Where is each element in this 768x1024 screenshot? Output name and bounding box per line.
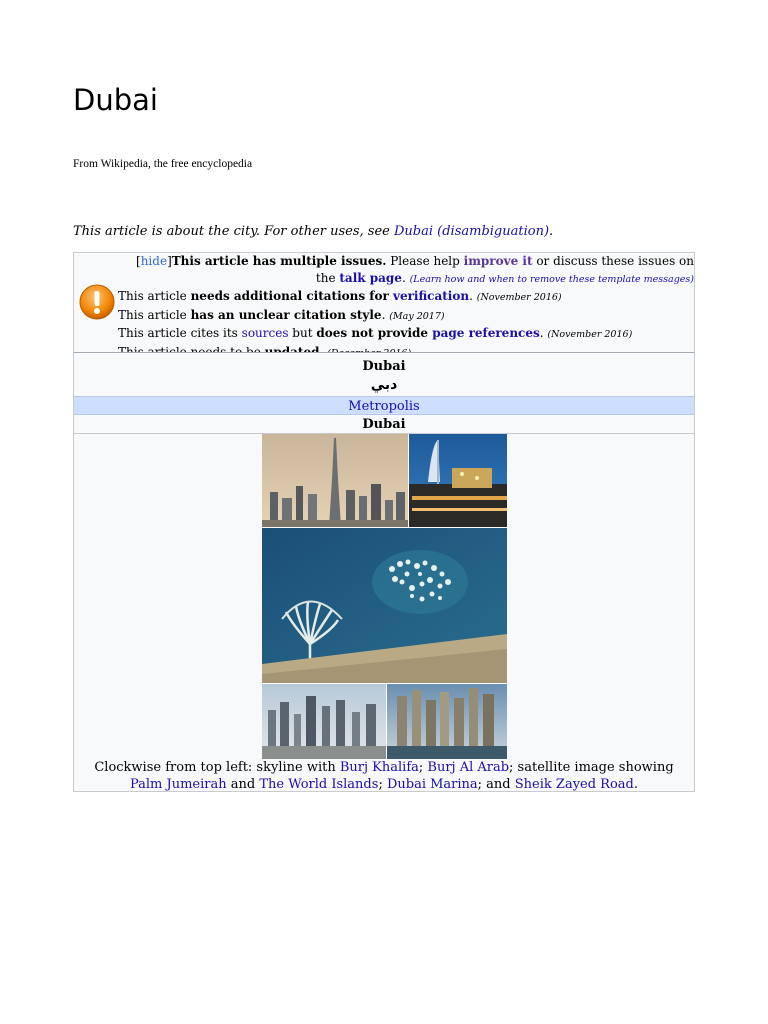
dubai-marina-photo — [387, 684, 507, 759]
dubai-marina-link[interactable]: Dubai Marina — [386, 777, 478, 792]
improve-link[interactable]: improve it — [463, 254, 533, 268]
issue-text: This article cites its — [118, 326, 242, 340]
city-montage-image[interactable] — [262, 434, 507, 759]
page-title: Dubai — [73, 83, 158, 117]
sources-link[interactable]: sources — [241, 326, 289, 340]
sheik-zayed-road-link[interactable]: Sheik Zayed Road — [514, 777, 634, 792]
site-tagline: From Wikipedia, the free encyclopedia — [73, 158, 253, 170]
issues-help-text: Please help — [386, 254, 464, 268]
infobox-native-name: دبي — [370, 377, 398, 393]
issue-date: (May 2017) — [389, 310, 445, 322]
issue-item — [118, 307, 694, 326]
hide-link[interactable]: hide — [140, 254, 168, 268]
warning-icon — [78, 283, 116, 321]
metropolis-link[interactable]: Metropolis — [348, 399, 420, 414]
caption-text: . — [633, 777, 639, 792]
sheikh-zayed-road-photo — [262, 684, 386, 759]
infobox-official-name: Dubai — [74, 416, 694, 434]
issue-post: . — [381, 307, 390, 322]
caption-text: and — [226, 777, 260, 792]
satellite-image — [262, 528, 507, 683]
issue-item — [118, 325, 694, 344]
world-islands-link[interactable]: The World Islands — [259, 777, 379, 792]
talk-page-link[interactable]: talk page — [339, 270, 402, 285]
infobox-caption — [82, 759, 686, 793]
infobox — [73, 352, 695, 792]
issue-bold: has an unclear citation style — [190, 307, 382, 322]
infobox-name: Dubai — [362, 359, 406, 374]
issue-date: (November 2016) — [476, 292, 562, 303]
issue-date: (November 2016) — [547, 329, 633, 340]
issues-discuss-text: or discuss these issues on the — [315, 254, 694, 285]
issue-bold: needs additional citations for — [190, 289, 393, 303]
issues-content — [118, 253, 694, 362]
burj-khalifa-skyline-photo — [262, 434, 408, 527]
issue-post: . — [469, 289, 477, 303]
hatnote-text: This article is about the city. For other uses, see — [73, 224, 394, 239]
caption-text: ; — [378, 777, 387, 792]
caption-text: ; — [418, 760, 428, 775]
issue-item — [118, 288, 694, 307]
burj-al-arab-link[interactable]: Burj Al Arab — [427, 760, 510, 775]
issue-bold: does not provide — [316, 326, 433, 340]
page-references-link[interactable]: page references — [432, 326, 540, 340]
caption-text: Clockwise from top left: skyline with — [94, 760, 340, 775]
issue-mid: but — [288, 326, 317, 340]
multiple-issues-box — [73, 252, 695, 352]
burj-al-arab-photo — [409, 434, 507, 527]
issue-text: This article — [118, 289, 191, 303]
learn-more-link[interactable]: (Learn how and when to remove these template messages) — [409, 273, 694, 285]
burj-khalifa-link[interactable]: Burj Khalifa — [339, 760, 419, 775]
issues-heading: This article has multiple issues. — [171, 254, 387, 268]
issue-post: . — [539, 326, 548, 340]
caption-text: ; and — [477, 777, 515, 792]
palm-jumeirah-link[interactable]: Palm Jumeirah — [129, 777, 227, 792]
hatnote-end: . — [549, 224, 554, 239]
hatnote — [73, 224, 553, 239]
caption-text: ; satellite image showing — [509, 760, 674, 775]
verification-link[interactable]: verification — [392, 289, 470, 303]
infobox-settlement-type — [74, 396, 694, 415]
disambiguation-link[interactable]: Dubai (disambiguation) — [393, 224, 550, 239]
issue-text: This article — [118, 307, 191, 322]
issues-header: [hide]This article has multiple issues. Please help improve it or discuss these issues on the talk page. (Learn how and when to remove these template messages) — [136, 254, 694, 285]
